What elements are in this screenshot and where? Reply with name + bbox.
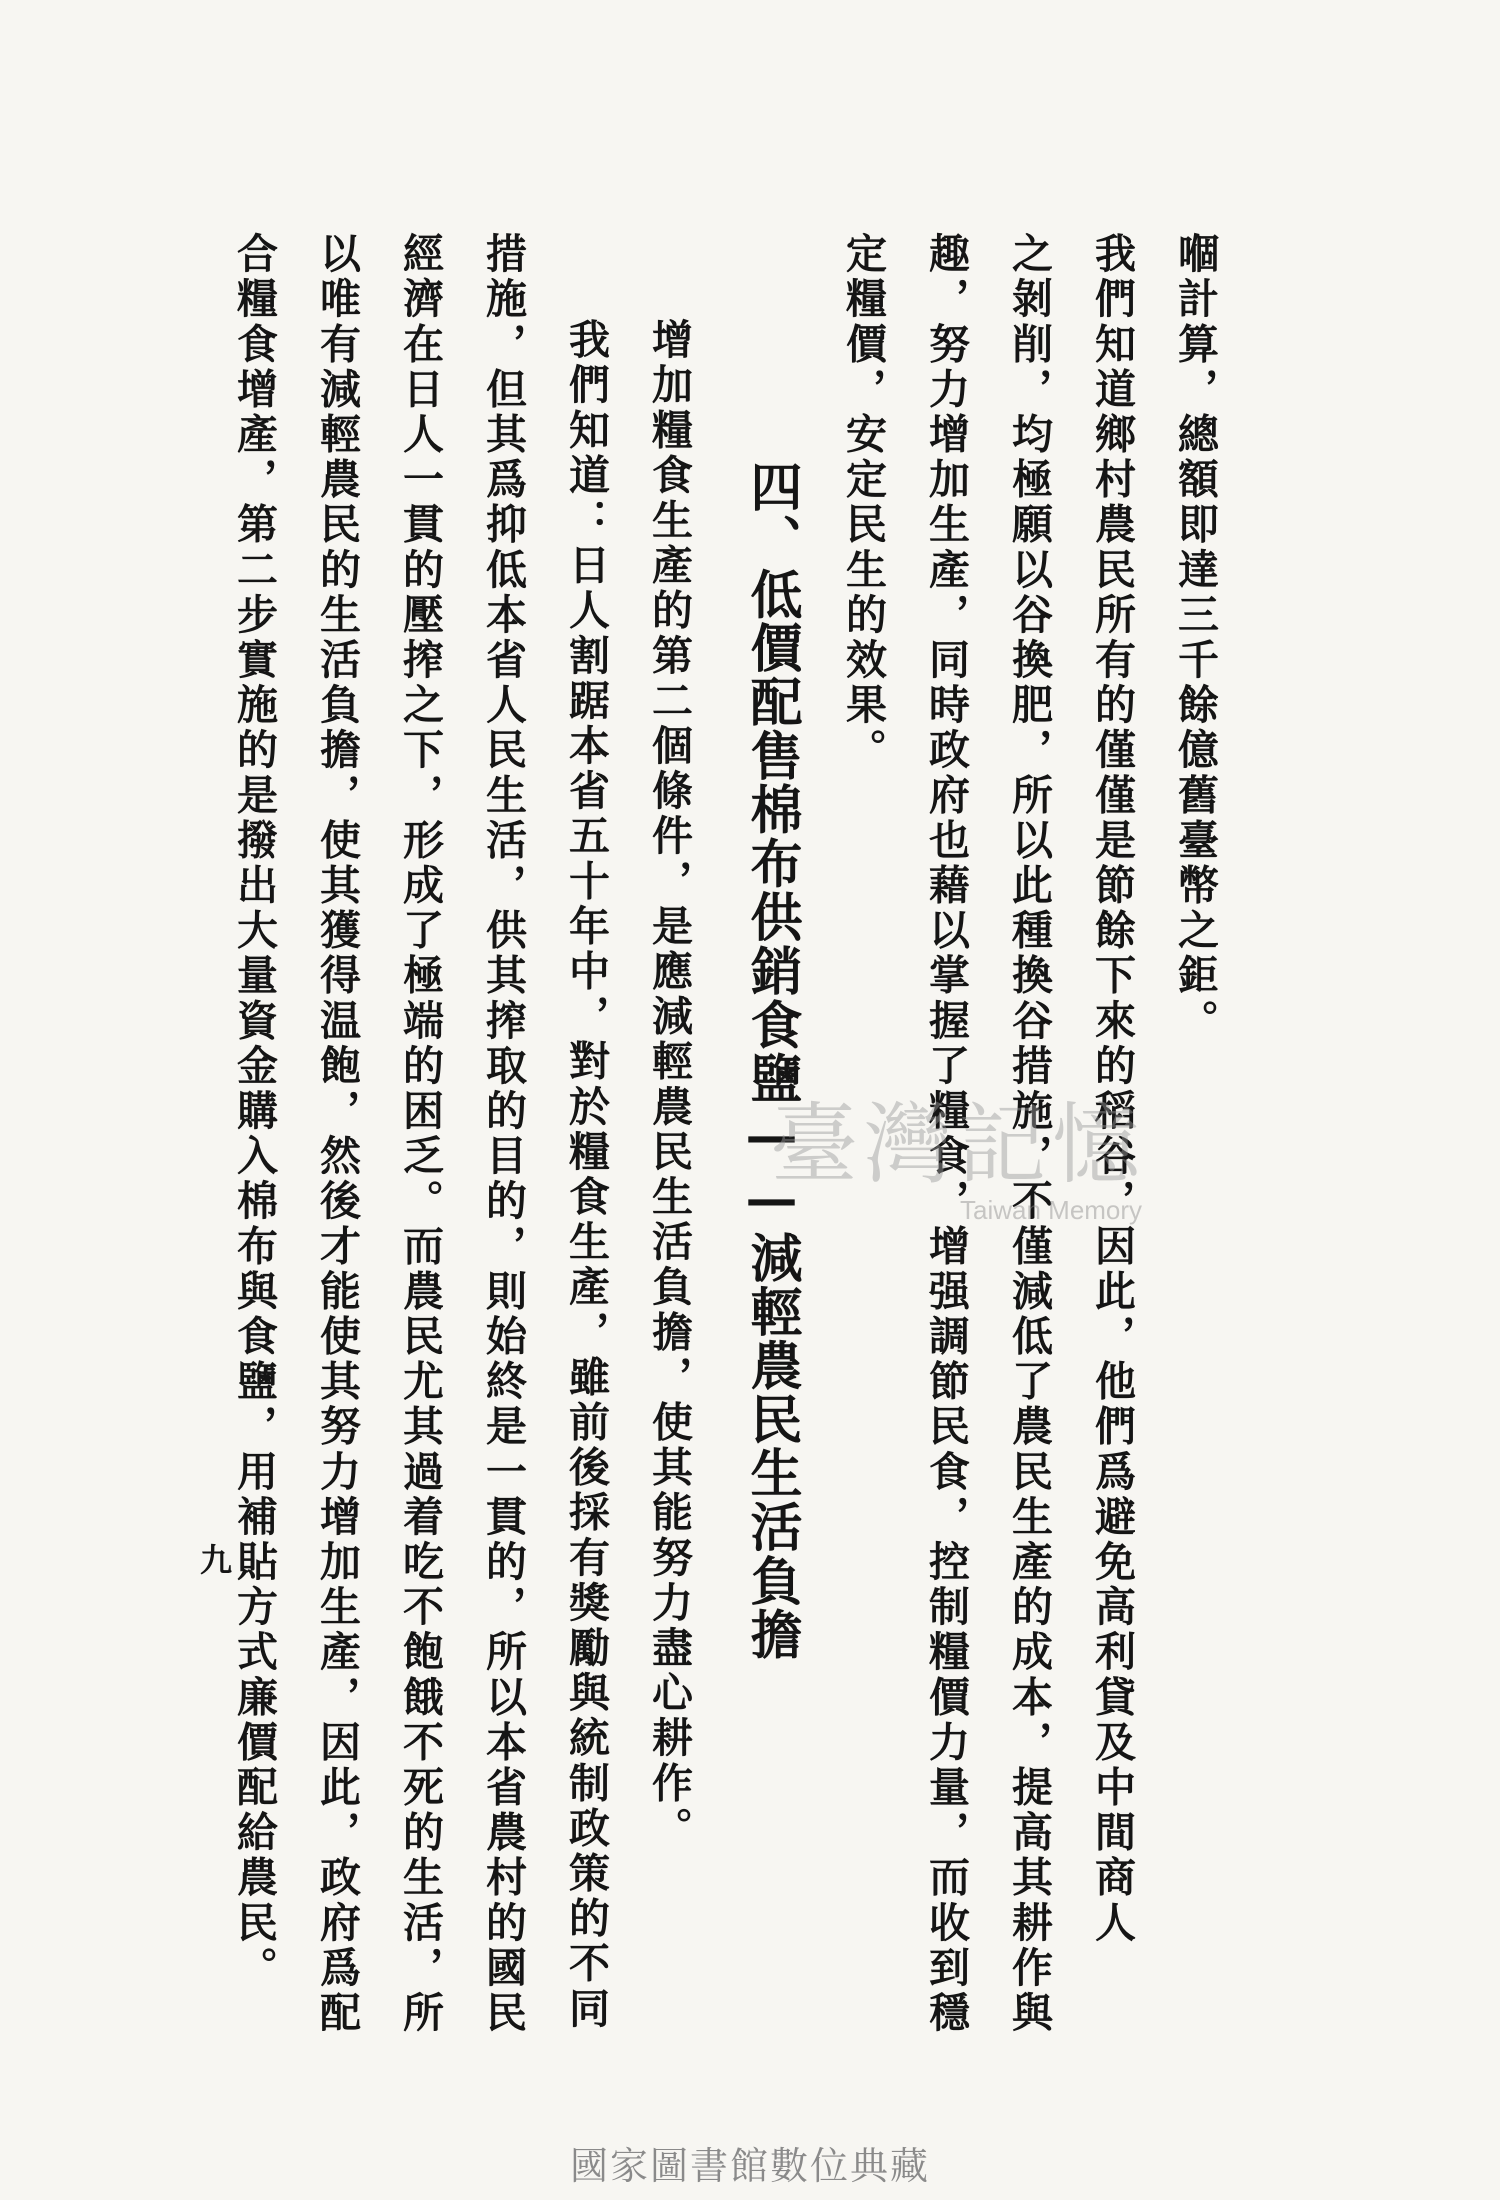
text-column-6: 增加糧食生產的第二個條件，是應減輕農民生活負擔，使其能努力盡心耕作。	[645, 318, 693, 1852]
text-column-3: 之剝削，均極願以谷換肥，所以此種換谷措施，不僅減低了農民生產的成本，提高其耕作與	[1005, 232, 1053, 2036]
watermark-text: 臺灣記憶	[770, 1093, 1147, 1196]
text-column-1: 嗰計算，總額即達三千餘億舊臺幣之鉅。	[1171, 232, 1219, 1044]
text-column-10: 以唯有減輕農民的生活負擔，使其獲得温飽，然後才能使其努力增加生產，因此，政府爲配	[313, 232, 361, 2036]
text-column-9: 經濟在日人一貫的壓搾之下，形成了極端的困乏。而農民尤其過着吃不飽餓不死的生活，所	[396, 232, 444, 2036]
section-heading: 四、低價配售棉布供銷食鹽——減輕農民生活負擔	[741, 460, 802, 1662]
text-column-4: 趣，努力增加生產，同時政府也藉以掌握了糧食，增强調節民食，控制糧價力量，而收到穩	[922, 232, 970, 2036]
footer-caption: 國家圖書館數位典藏	[569, 2144, 930, 2188]
text-column-5: 定糧價，安定民生的效果。	[839, 232, 887, 774]
text-column-11: 合糧食增產，第二步實施的是撥出大量資金購入棉布與食鹽，用補貼方式廉價配給農民。	[230, 232, 278, 1991]
watermark-subtext: Taiwan Memory	[960, 1195, 1143, 1225]
text-column-2: 我們知道鄉村農民所有的僅僅是節餘下來的稻谷，因此，他們爲避免高利貸及中間商人	[1088, 232, 1136, 1946]
text-column-7: 我們知道：日人割踞本省五十年中，對於糧食生產，雖前後採有獎勵與統制政策的不同	[562, 318, 610, 2032]
text-column-8: 措施，但其爲抑低本省人民生活，供其搾取的目的，則始終是一貫的，所以本省農村的國民	[479, 232, 527, 2036]
page-number: 九	[200, 1541, 233, 1579]
